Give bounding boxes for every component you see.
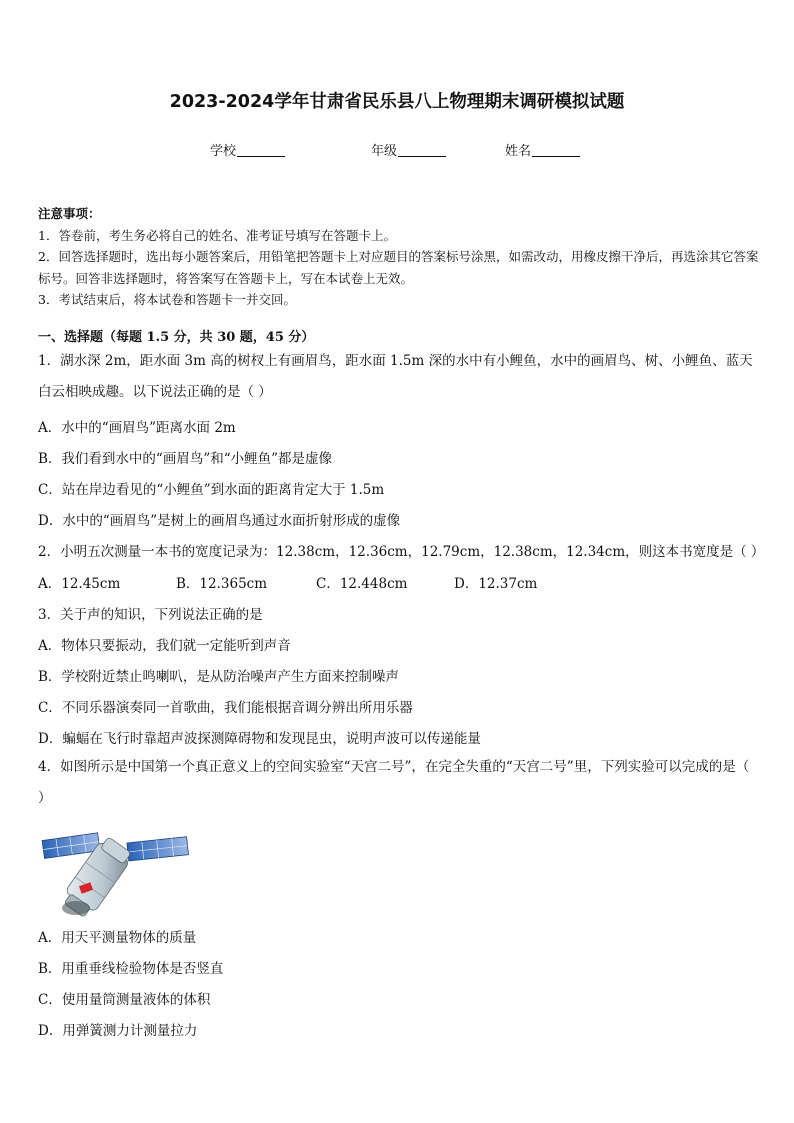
question-stem: 1．湖水深 2m，距水面 3m 高的树杈上有画眉鸟，距水面 1.5m 深的水中有小鲤鱼，水中的画眉鸟、树、小鲤鱼、蓝天白云相映成趣。以下说法正确的是（ ） bbox=[38, 353, 753, 400]
question-option[interactable]: C．12.448cm bbox=[316, 576, 408, 592]
space-station-icon bbox=[36, 822, 196, 922]
question-option[interactable]: A．物体只要振动，我们就一定能听到声音 bbox=[38, 638, 291, 654]
question-option[interactable]: C．不同乐器演奏同一首歌曲，我们能根据音调分辨出所用乐器 bbox=[38, 700, 413, 716]
question-option[interactable]: C．使用量筒测量液体的体积 bbox=[38, 992, 211, 1008]
school-field: 学校 bbox=[210, 140, 285, 159]
question-option[interactable]: A．用天平测量物体的质量 bbox=[38, 930, 197, 946]
question-stem: 3．关于声的知识，下列说法正确的是 bbox=[38, 607, 263, 623]
name-field: 姓名 bbox=[505, 140, 580, 159]
question-option[interactable]: D．蝙蝠在飞行时靠超声波探测障碍物和发现昆虫，说明声波可以传递能量 bbox=[38, 731, 481, 747]
question-option[interactable]: B．12.365cm bbox=[176, 576, 268, 592]
question-option[interactable]: B．我们看到水中的“画眉鸟”和“小鲤鱼”都是虚像 bbox=[38, 451, 333, 467]
question-option[interactable]: D．12.37cm bbox=[454, 576, 538, 592]
notes-heading: 注意事项： bbox=[38, 206, 101, 221]
notes-block bbox=[38, 203, 760, 311]
question-stem: 2．小明五次测量一本书的宽度记录为：12.38cm，12.36cm，12.79cm，12.38cm，12.34cm，则这本书宽度是（ ） bbox=[38, 544, 765, 560]
school-blank[interactable] bbox=[237, 143, 285, 157]
question-option[interactable]: C．站在岸边看见的“小鲤鱼”到水面的距离肯定大于 1.5m bbox=[38, 482, 385, 498]
question-stem: 4．如图所示是中国第一个真正意义上的空间实验室“天宫二号”，在完全失重的“天宫二号”里，下列实验可以完成的是（ ） bbox=[38, 759, 750, 806]
grade-blank[interactable] bbox=[398, 143, 446, 157]
page-title: 2023-2024学年甘肃省民乐县八上物理期末调研模拟试题 bbox=[169, 92, 625, 112]
question-option[interactable]: B．用重垂线检验物体是否竖直 bbox=[38, 961, 224, 977]
question-option[interactable]: D．用弹簧测力计测量拉力 bbox=[38, 1023, 198, 1039]
question-option[interactable]: B．学校附近禁止鸣喇叭，是从防治噪声产生方面来控制噪声 bbox=[38, 669, 399, 685]
section-heading: 一、选择题（每题 1.5 分，共 30 题，45 分） bbox=[38, 330, 315, 345]
notes-item: 3．考试结束后，将本试卷和答题卡一并交回。 bbox=[38, 292, 296, 307]
question-option[interactable]: A．12.45cm bbox=[38, 576, 121, 592]
question-option[interactable]: D．水中的“画眉鸟”是树上的画眉鸟通过水面折射形成的虚像 bbox=[38, 513, 401, 529]
notes-item: 1．答卷前，考生务必将自己的姓名、准考证号填写在答题卡上。 bbox=[38, 227, 396, 243]
question-option[interactable]: A．水中的“画眉鸟”距离水面 2m bbox=[38, 420, 236, 436]
option-row bbox=[38, 572, 537, 592]
notes-item: 2．回答选择题时，选出每小题答案后，用铅笔把答题卡上对应题目的答案标号涂黑，如需改动，用橡皮擦干净后，再选涂其它答案标号。回答非选择题时，将答案写在答题卡上，写在本试卷上无效。 bbox=[38, 249, 759, 286]
name-blank[interactable] bbox=[532, 143, 580, 157]
grade-field: 年级 bbox=[371, 140, 446, 159]
